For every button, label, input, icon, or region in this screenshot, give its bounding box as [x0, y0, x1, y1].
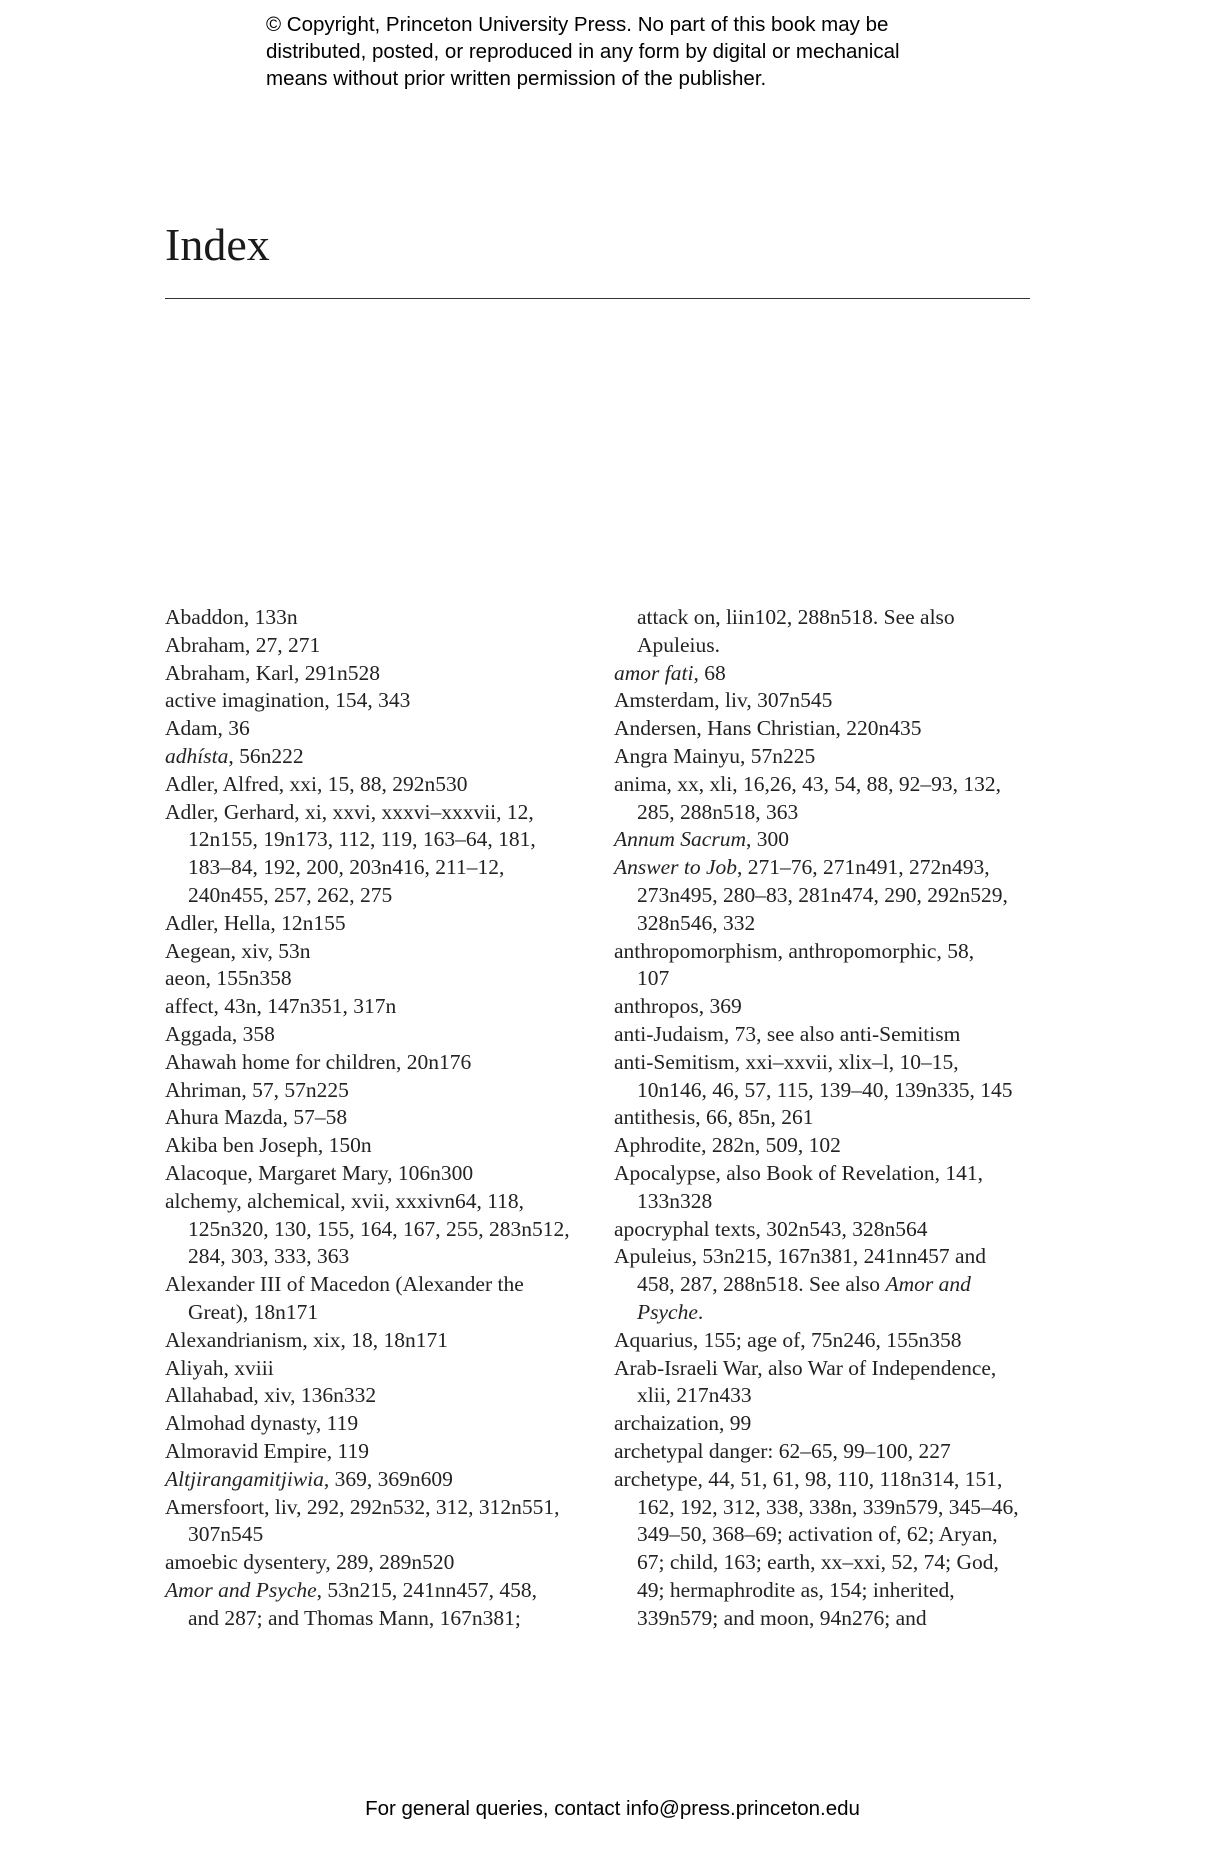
index-text: Aggada, 358 [165, 1021, 275, 1046]
index-text: Adler, Gerhard, xi, xxvi, xxxvi–xxxvii, 12, [165, 799, 534, 824]
index-entry-line [637, 799, 1034, 827]
index-entry-line [614, 1438, 1034, 1466]
index-entry-line [165, 715, 595, 743]
index-entry [165, 993, 595, 1021]
index-entry-line [188, 826, 595, 854]
index-entry [165, 660, 595, 688]
index-entry [614, 1049, 1034, 1105]
index-text: Apuleius. [637, 632, 721, 657]
index-column-right [614, 604, 1034, 1632]
index-entry-line [614, 1160, 1034, 1188]
index-text: Aquarius, 155; age of, 75n246, 155n358 [614, 1327, 962, 1352]
index-entry-line [165, 1549, 595, 1577]
index-entry [614, 993, 1034, 1021]
index-entry-line [165, 1466, 595, 1494]
index-entry [165, 632, 595, 660]
index-entry [614, 1355, 1034, 1411]
index-text: Apocalypse, also Book of Revelation, 141, [614, 1160, 984, 1185]
index-text: , 68 [693, 660, 726, 685]
index-entry-line [165, 910, 595, 938]
footer-contact: For general queries, contact info@press.princeton.edu [365, 1797, 860, 1820]
index-entry-line [165, 1271, 595, 1299]
index-entry-line [637, 1271, 1034, 1299]
index-entry [614, 854, 1034, 937]
index-entry [614, 743, 1034, 771]
index-entry-line [188, 1243, 595, 1271]
index-entry-line [637, 1299, 1034, 1327]
index-entry-line [637, 1077, 1034, 1105]
index-text: Andersen, Hans Christian, 220n435 [614, 716, 922, 741]
index-term-italic: Altjirangamitjiwia [165, 1466, 324, 1491]
index-entry [614, 1410, 1034, 1438]
index-entry-line [637, 632, 1034, 660]
index-text: , 300 [745, 827, 789, 852]
index-text: , 53n215, 241nn457, 458, [316, 1577, 538, 1602]
copyright-notice [266, 11, 1026, 92]
index-entry-line [637, 1605, 1034, 1633]
index-text: Adler, Hella, 12n155 [165, 910, 346, 935]
index-entry-line [637, 882, 1034, 910]
index-text: amoebic dysentery, 289, 289n520 [165, 1550, 455, 1575]
index-text: Aliyah, xviii [165, 1355, 274, 1380]
index-text: 10n146, 46, 57, 115, 139–40, 139n335, 145 [637, 1077, 1013, 1102]
index-entry [165, 771, 595, 799]
index-entry [614, 1466, 1034, 1633]
page-title: Index [165, 219, 270, 270]
index-text: , 369, 369n609 [323, 1466, 453, 1491]
index-entry-line [165, 743, 595, 771]
index-entry-line [165, 1355, 595, 1383]
index-entry [165, 1188, 595, 1271]
index-entry [165, 1132, 595, 1160]
index-entry [165, 1438, 595, 1466]
index-text: 349–50, 368–69; activation of, 62; Aryan, [637, 1522, 998, 1547]
index-entry [165, 604, 595, 632]
index-entry-line [614, 1021, 1034, 1049]
index-entry-line [637, 1577, 1034, 1605]
index-entry-line [165, 604, 595, 632]
index-text: 49; hermaphrodite as, 154; inherited, [637, 1577, 955, 1602]
index-entry-line [637, 1382, 1034, 1410]
index-entry [165, 743, 595, 771]
index-entry-line [165, 771, 595, 799]
index-text: Angra Mainyu, 57n225 [614, 743, 816, 768]
index-entry [614, 1438, 1034, 1466]
index-entry [165, 687, 595, 715]
index-entry [165, 1382, 595, 1410]
index-entry [165, 1327, 595, 1355]
index-entry-line [165, 1160, 595, 1188]
index-entry-line [614, 854, 1034, 882]
index-entry-line [614, 1466, 1034, 1494]
index-entry [614, 1216, 1034, 1244]
index-text: 107 [637, 966, 670, 991]
index-entry-line [165, 632, 595, 660]
index-entry-line [165, 1410, 595, 1438]
index-entry-line [165, 1132, 595, 1160]
index-text: 273n495, 280–83, 281n474, 290, 292n529, [637, 882, 1008, 907]
index-entry [614, 1104, 1034, 1132]
index-text: Almoravid Empire, 119 [165, 1438, 370, 1463]
copyright-line: means without prior written permission of the publisher. [266, 67, 767, 90]
index-text: Alacoque, Margaret Mary, 106n300 [165, 1160, 474, 1185]
index-text: antithesis, 66, 85n, 261 [614, 1105, 814, 1130]
index-entry-line [165, 1382, 595, 1410]
index-entry-line [614, 1355, 1034, 1383]
index-column-left [165, 604, 595, 1632]
index-entry-line [614, 938, 1034, 966]
index-entry [165, 1077, 595, 1105]
index-entry-line [637, 1521, 1034, 1549]
index-entry-line [165, 1327, 595, 1355]
index-text: aeon, 155n358 [165, 966, 292, 991]
index-text: Amersfoort, liv, 292, 292n532, 312, 312n551, [165, 1494, 560, 1519]
index-text: Alexander III of Macedon (Alexander the [165, 1272, 524, 1297]
index-text: Arab-Israeli War, also War of Independence, [614, 1355, 997, 1380]
index-entry-continuation [614, 604, 1034, 660]
index-text: and 287; and Thomas Mann, 167n381; [188, 1605, 521, 1630]
index-entry-line [165, 965, 595, 993]
index-text: 133n328 [637, 1188, 713, 1213]
index-entry [165, 1494, 595, 1550]
index-text: Abraham, 27, 271 [165, 632, 321, 657]
index-text: Abraham, Karl, 291n528 [165, 660, 380, 685]
index-text: 458, 287, 288n518. See also [637, 1272, 886, 1297]
index-text: 183–84, 192, 200, 203n416, 211–12, [188, 855, 505, 880]
index-text: apocryphal texts, 302n543, 328n564 [614, 1216, 928, 1241]
index-text: 12n155, 19n173, 112, 119, 163–64, 181, [188, 827, 536, 852]
index-entry-line [165, 799, 595, 827]
index-text: anthropos, 369 [614, 994, 742, 1019]
index-text: . [697, 1299, 704, 1324]
index-text: Allahabad, xiv, 136n332 [165, 1383, 377, 1408]
index-text: 285, 288n518, 363 [637, 799, 799, 824]
index-text: Aegean, xiv, 53n [165, 938, 311, 963]
index-entry-line [614, 1132, 1034, 1160]
index-term-italic: amor fati [614, 660, 694, 685]
index-text: Ahura Mazda, 57–58 [165, 1105, 348, 1130]
index-text: 307n545 [188, 1522, 264, 1547]
index-entry-line [614, 1243, 1034, 1271]
index-entry-line [188, 1299, 595, 1327]
index-term-italic: Psyche [637, 1299, 698, 1324]
index-text: Adam, 36 [165, 716, 250, 741]
title-divider [165, 298, 1030, 299]
index-term-italic: adhísta [165, 743, 229, 768]
index-entry-line [637, 1494, 1034, 1522]
index-entry [614, 1021, 1034, 1049]
index-text: 284, 303, 333, 363 [188, 1244, 350, 1269]
index-entry [614, 1160, 1034, 1216]
index-text: archaization, 99 [614, 1411, 752, 1436]
index-text: , 56n222 [228, 743, 304, 768]
index-entry-line [614, 1327, 1034, 1355]
index-entry [165, 1549, 595, 1577]
index-entry-line [614, 1104, 1034, 1132]
index-entry-line [637, 1549, 1034, 1577]
copyright-line: © Copyright, Princeton University Press. No part of this book may be [266, 13, 889, 36]
index-entry [614, 687, 1034, 715]
index-text: 328n546, 332 [637, 910, 756, 935]
index-text: Ahawah home for children, 20n176 [165, 1049, 472, 1074]
index-text: 162, 192, 312, 338, 338n, 339n579, 345–46, [637, 1494, 1019, 1519]
index-entry [614, 715, 1034, 743]
index-entry [165, 1021, 595, 1049]
index-entry [614, 826, 1034, 854]
index-entry [165, 1355, 595, 1383]
index-term-italic: Amor and Psyche [165, 1577, 317, 1602]
index-entry-line [165, 1021, 595, 1049]
index-entry-line [188, 882, 595, 910]
index-text: 339n579; and moon, 94n276; and [637, 1605, 927, 1630]
index-entry-line [637, 910, 1034, 938]
index-entry-line [637, 1188, 1034, 1216]
index-entry [165, 1577, 595, 1633]
index-text: archetypal danger: 62–65, 99–100, 227 [614, 1438, 951, 1463]
index-entry-line [165, 1188, 595, 1216]
index-entry [165, 910, 595, 938]
index-entry [165, 1049, 595, 1077]
index-entry [165, 715, 595, 743]
index-text: , 271–76, 271n491, 272n493, [737, 855, 990, 880]
index-text: 67; child, 163; earth, xx–xxi, 52, 74; God, [637, 1550, 999, 1575]
index-text: active imagination, 154, 343 [165, 688, 411, 713]
index-entry [614, 1327, 1034, 1355]
index-entry [614, 771, 1034, 827]
index-entry-line [614, 771, 1034, 799]
index-entry-line [165, 687, 595, 715]
index-text: attack on, liin102, 288n518. See also [637, 605, 955, 629]
copyright-line: distributed, posted, or reproduced in any form by digital or mechanical [266, 40, 900, 63]
index-text: Great), 18n171 [188, 1299, 319, 1324]
index-entry-line [188, 1605, 595, 1633]
index-entry-line [165, 938, 595, 966]
index-entry-line [614, 743, 1034, 771]
index-entry-line [614, 687, 1034, 715]
index-entry-line [165, 1104, 595, 1132]
index-entry [614, 660, 1034, 688]
index-entry [614, 938, 1034, 994]
index-entry [614, 1132, 1034, 1160]
index-text: alchemy, alchemical, xvii, xxxivn64, 118, [165, 1188, 525, 1213]
index-text: Ahriman, 57, 57n225 [165, 1077, 349, 1102]
index-text: xlii, 217n433 [637, 1383, 752, 1408]
index-text: Almohad dynasty, 119 [165, 1411, 359, 1436]
index-text: Akiba ben Joseph, 150n [165, 1133, 372, 1158]
index-entry [165, 1104, 595, 1132]
index-entry [165, 1271, 595, 1327]
index-text: anima, xx, xli, 16,26, 43, 54, 88, 92–93, 132, [614, 771, 1001, 796]
index-entry-line [614, 1049, 1034, 1077]
index-entry-line [614, 1216, 1034, 1244]
index-entry-line [614, 826, 1034, 854]
index-entry-line [188, 1521, 595, 1549]
index-text: 240n455, 257, 262, 275 [188, 882, 393, 907]
index-entry-line [165, 1077, 595, 1105]
index-entry-line [188, 1216, 595, 1244]
index-entry-line [614, 660, 1034, 688]
index-text: archetype, 44, 51, 61, 98, 110, 118n314, 151, [614, 1466, 1003, 1491]
index-entry-line [188, 854, 595, 882]
index-entry-line [165, 660, 595, 688]
index-entry [165, 1410, 595, 1438]
index-text: anti-Judaism, 73, see also anti-Semitism [614, 1021, 961, 1046]
index-text: Amsterdam, liv, 307n545 [614, 688, 833, 713]
index-entry-line [637, 965, 1034, 993]
index-term-italic: Amor and [885, 1272, 971, 1297]
index-entry [614, 1243, 1034, 1326]
index-text: Alexandrianism, xix, 18, 18n171 [165, 1327, 449, 1352]
index-entry-line [165, 1049, 595, 1077]
index-entry [165, 1160, 595, 1188]
index-term-italic: Answer to Job [614, 855, 738, 880]
index-entry-line [165, 1494, 595, 1522]
index-text: Abaddon, 133n [165, 605, 298, 629]
index-entry-line [614, 1410, 1034, 1438]
index-text: anti-Semitism, xxi–xxvii, xlix–l, 10–15, [614, 1049, 959, 1074]
index-entry-line [165, 1577, 595, 1605]
index-text: Aphrodite, 282n, 509, 102 [614, 1133, 841, 1158]
index-entry [165, 965, 595, 993]
index-entry-line [637, 604, 1034, 632]
index-text: Apuleius, 53n215, 167n381, 241nn457 and [614, 1244, 987, 1269]
index-text: Adler, Alfred, xxi, 15, 88, 292n530 [165, 771, 468, 796]
index-entry [165, 938, 595, 966]
index-text: affect, 43n, 147n351, 317n [165, 994, 397, 1019]
index-entry-line [614, 993, 1034, 1021]
index-entry [165, 799, 595, 910]
index-text: anthropomorphism, anthropomorphic, 58, [614, 938, 975, 963]
index-text: 125n320, 130, 155, 164, 167, 255, 283n512, [188, 1216, 570, 1241]
index-entry-line [165, 993, 595, 1021]
index-entry-line [614, 715, 1034, 743]
index-entry-line [165, 1438, 595, 1466]
index-term-italic: Annum Sacrum [614, 827, 746, 852]
index-entry [165, 1466, 595, 1494]
